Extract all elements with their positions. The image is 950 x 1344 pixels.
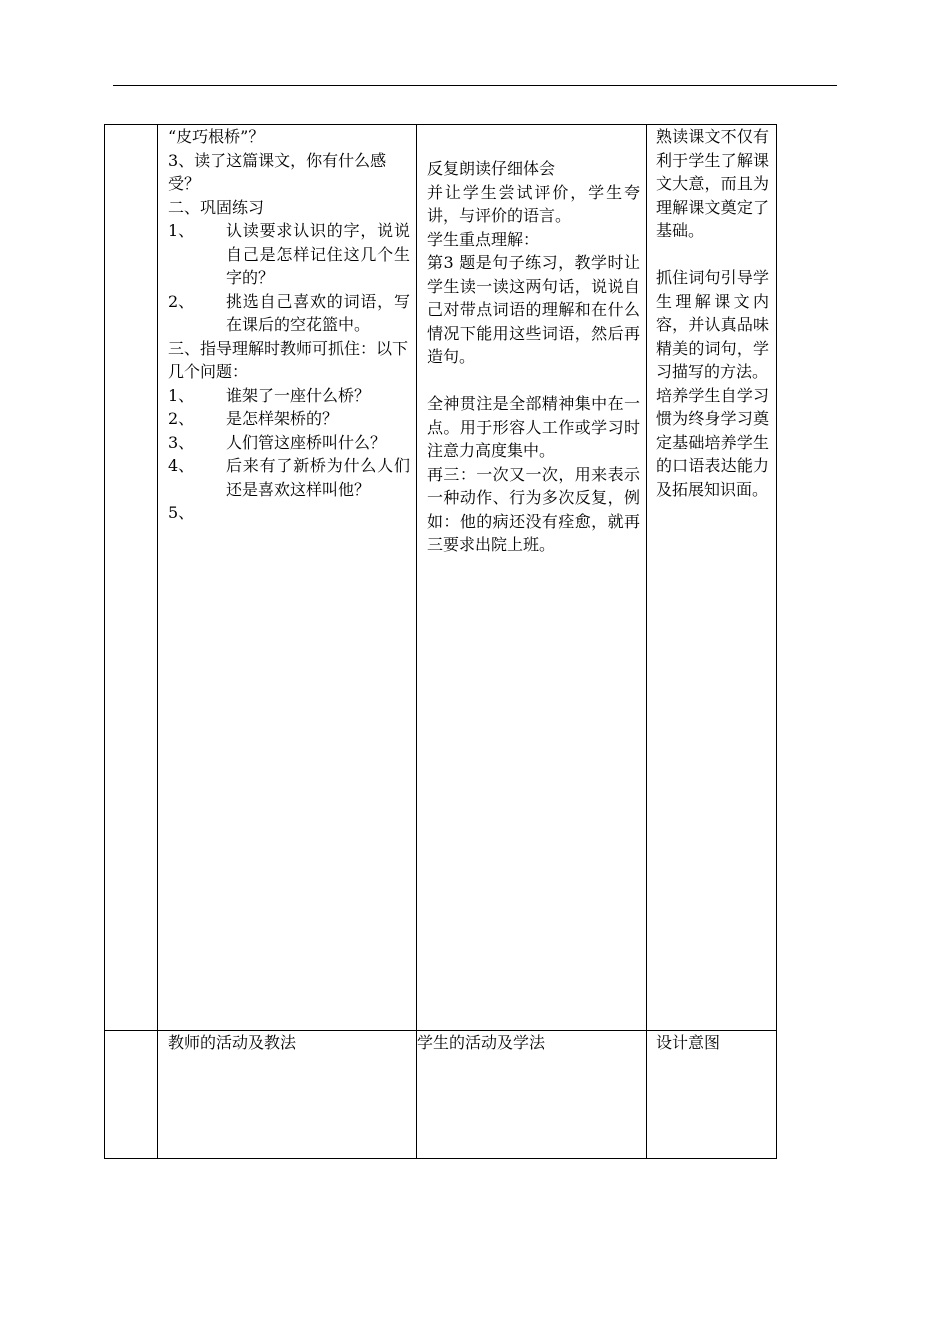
item-number: 2、 (168, 291, 195, 311)
item-text: 认读要求认识的字，说说自己是怎样记住这几个生字的？ (226, 221, 410, 287)
item-number: 3、 (168, 432, 195, 452)
item-number: 1、 (168, 221, 195, 240)
design-header: 设计意图 (656, 1033, 721, 1052)
empty-cell (105, 125, 158, 1031)
teacher-section-title: 二、巩固练习 (168, 197, 265, 217)
item-number: 5、 (168, 503, 195, 522)
item-number: 1、 (168, 385, 195, 405)
design-header-cell (647, 1031, 777, 1159)
design-intent-cell (647, 125, 777, 1031)
student-header: 学生的活动及学法 (417, 1033, 546, 1052)
item-text: 后来有了新桥为什么人们还是喜欢这样叫他？ (226, 456, 410, 499)
student-paragraph: 再三：一次又一次，用来表示一种动作、行为多次反复，例如：他的病还没有痊愈，就再三要求出院上班。 (427, 464, 640, 554)
item-text (226, 501, 410, 525)
teacher-section-title: 三、指导理解时教师可抓住：以下几个问题： (168, 338, 409, 381)
item-text: 人们管这座桥叫什么？ (226, 432, 387, 452)
question-item (168, 407, 410, 431)
teacher-header-cell (158, 1031, 417, 1159)
practice-item (168, 219, 410, 290)
student-paragraph: 并让学生尝试评价，学生夸讲，与评价的语言。 (427, 182, 640, 225)
student-paragraph: 第3 题是句子练习，教学时让学生读一读这两句话，说说自己对带点词语的理解和在什么情况下能用这些词语，然后再造句。 (427, 253, 640, 366)
design-paragraph: 抓住词句引导学生理解课文内容，并认真品味精美的词句，学习描写的方法。 (656, 268, 769, 381)
question-item (168, 384, 410, 408)
teacher-activity-cell (158, 125, 417, 1031)
design-paragraph: 熟读课文不仅有利于学生了解课文大意，而且为理解课文奠定了基础。 (656, 127, 769, 240)
student-paragraph: 学生重点理解： (427, 229, 540, 249)
spacer (427, 369, 640, 393)
student-paragraph: 全神贯注是全部精神集中在一点。用于形容人工作或学习时注意力高度集中。 (427, 394, 640, 460)
item-text: 挑选自己喜欢的词语，写在课后的空花篮中。 (226, 291, 410, 334)
question-item (168, 501, 410, 525)
practice-item (168, 290, 410, 337)
question-item (168, 454, 410, 501)
lesson-plan-table (104, 124, 777, 1159)
teacher-line: 3、读了这篇课文，你有什么感受？ (168, 150, 387, 193)
header-row (105, 1031, 777, 1159)
empty-cell (105, 1031, 158, 1159)
question-item (168, 431, 410, 455)
student-activity-cell (417, 125, 647, 1031)
item-number: 2、 (168, 409, 195, 428)
header-rule (113, 85, 837, 86)
teacher-line: “皮巧根桥”？ (168, 127, 265, 146)
item-number: 4、 (168, 456, 195, 475)
teacher-header: 教师的活动及教法 (168, 1033, 297, 1052)
item-text: 谁架了一座什么桥？ (226, 385, 371, 405)
item-text: 是怎样架桥的？ (226, 409, 339, 428)
student-header-cell (417, 1031, 647, 1159)
spacer (656, 243, 769, 267)
content-row (105, 125, 777, 1031)
design-paragraph: 培养学生自学习惯为终身学习奠定基础培养学生的口语表达能力及拓展知识面。 (656, 385, 769, 499)
student-paragraph: 反复朗读仔细体会 (427, 159, 556, 178)
